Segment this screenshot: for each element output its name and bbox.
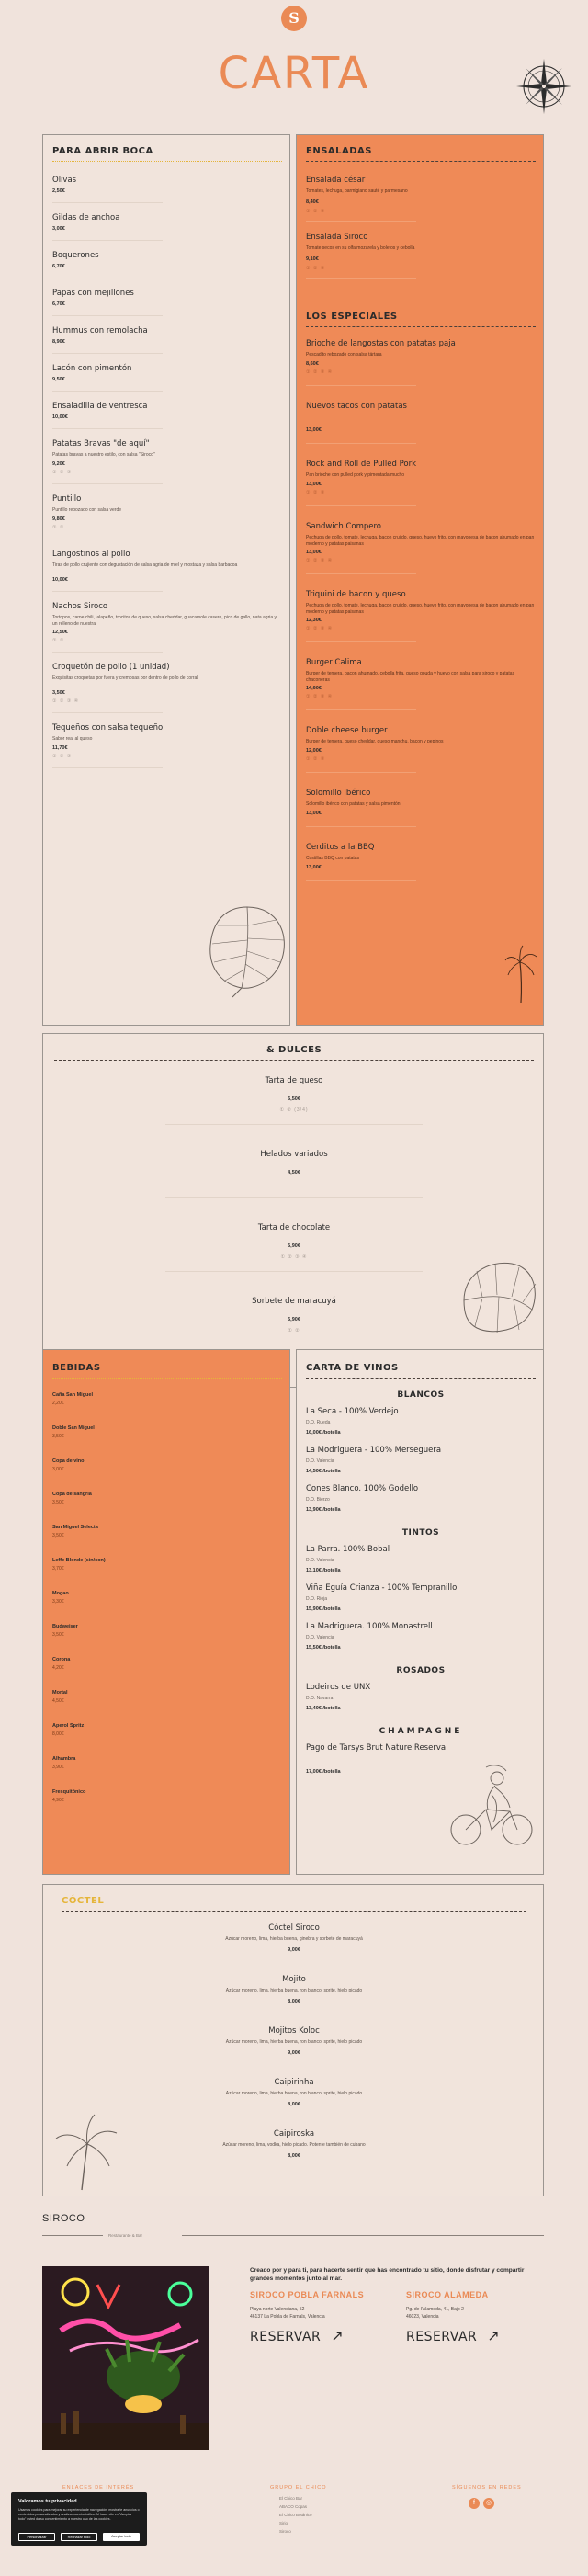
drink-name: Mogao xyxy=(52,1591,69,1596)
menu-item-price: 8,90€ xyxy=(52,339,65,345)
cookie-text: Usamos cookies para mejorar su experiencia de navegación, mostrarle anuncios o contenidos personalizados y analizar nuestro tráfico. Al hacer clic en "Aceptar todo" usted da su consentimiento a nuestro uso de las cookies. xyxy=(18,2508,140,2521)
dessert-name: Helados variados xyxy=(260,1150,328,1159)
page-header xyxy=(0,0,588,119)
menu-item-name: Olivas xyxy=(52,176,77,185)
instagram-icon[interactable]: ◎ xyxy=(483,2498,494,2509)
cocktail-price: 8,00€ xyxy=(288,1999,300,2004)
menu-item-price: 10,00€ xyxy=(52,577,68,583)
cookie-title: Valoramos tu privacidad xyxy=(18,2499,77,2504)
item-separator xyxy=(306,772,416,773)
item-separator xyxy=(306,221,416,222)
menu-item-description: Burger de ternera, bacon ahumado, cebolla frita, queso gouda y huevo con salsa para siroco y patatas chaconeras xyxy=(306,671,515,683)
wine-price: 14,50€ /botella xyxy=(306,1469,341,1474)
dessert-price: 6,50€ xyxy=(288,1096,300,1102)
menu-item-name: Lacón con pimentón xyxy=(52,364,132,373)
allergen-icons: ① ② xyxy=(288,1328,300,1333)
wine-name: La Parra. 100% Bobal xyxy=(306,1545,390,1554)
wine-origin: D.O. Navarra xyxy=(306,1696,334,1701)
item-separator xyxy=(306,826,416,827)
neon-interior-image xyxy=(42,2266,209,2450)
cocktail-description: Azúcar moreno, lima, vodka, hielo picado. Potente también de cubano xyxy=(222,2142,366,2148)
dessert-name: Tarta de chocolate xyxy=(257,1223,331,1232)
footer-link[interactable]: Sirio xyxy=(279,2521,288,2525)
section-title: CÓCTEL xyxy=(62,1896,105,1906)
menu-item-description: Pechuga de pollo, tomate, lechuga, bacon crujido, queso, huevo frito, con mayonesa de bacon ahumado en pan moderno y patatas paisanas xyxy=(306,535,535,547)
item-separator xyxy=(165,1197,423,1198)
menu-item-name: Gildas de anchoa xyxy=(52,213,120,222)
wine-name: Pago de Tarsys Brut Nature Reserva xyxy=(306,1743,447,1753)
section-title: PARA ABRIR BOCA xyxy=(52,146,153,156)
cookie-banner xyxy=(11,2492,147,2546)
drink-name: Caña San Miguel xyxy=(52,1392,94,1398)
item-separator xyxy=(306,278,416,279)
page-title: CARTA xyxy=(218,48,370,99)
menu-item-price: 13,00€ xyxy=(306,550,322,555)
item-separator xyxy=(52,428,163,429)
footer-link[interactable]: Siroco xyxy=(279,2529,291,2534)
allergen-icons: ① ② ③ ④ xyxy=(280,1254,308,1260)
allergen-icons: ① ② xyxy=(52,525,65,530)
drink-name: Budweiser xyxy=(52,1624,78,1629)
wine-name: La Modriguera - 100% Merseguera xyxy=(306,1446,442,1455)
drink-price: 2,20€ xyxy=(52,1401,64,1406)
menu-item-price: 10,00€ xyxy=(52,414,68,420)
cocktail-name: Cóctel Siroco xyxy=(268,1923,320,1933)
menu-item-name: Ensalada Siroco xyxy=(306,233,368,242)
siroco-logo[interactable]: S xyxy=(281,6,307,31)
cocktail-description: Azúcar moreno, lima, hierba buena, ron blanco, sprite, hielo picado xyxy=(225,2039,363,2045)
footer-link[interactable]: ABACO Copas xyxy=(279,2504,308,2509)
wine-price: 17,00€ /botella xyxy=(306,1769,341,1775)
ensaladas-especiales-card xyxy=(296,134,544,1026)
section-title: BEBIDAS xyxy=(52,1363,101,1373)
section-title: ENSALADAS xyxy=(306,146,372,156)
drink-price: 3,30€ xyxy=(52,1599,64,1605)
menu-item-price: 13,00€ xyxy=(306,865,322,870)
location-title-pobla: SIROCO POBLA FARNALS xyxy=(250,2290,365,2299)
location-title-alameda: SIROCO ALAMEDA xyxy=(406,2290,489,2299)
reserve-label: RESERVAR xyxy=(250,2330,322,2344)
menu-item-name: Patatas Bravas "de aquí" xyxy=(52,439,150,448)
menu-item-description: Pescadito rebozado con salsa tártara xyxy=(306,352,382,357)
menu-item-name: Langostinos al pollo xyxy=(52,550,130,559)
item-separator xyxy=(306,385,416,386)
item-separator xyxy=(306,880,416,881)
menu-item-name: Boquerones xyxy=(52,251,99,260)
item-separator xyxy=(52,591,163,592)
item-separator xyxy=(52,240,163,241)
divider xyxy=(306,326,536,327)
drink-price: 8,00€ xyxy=(52,1731,64,1737)
dessert-name: Sorbete de maracuyá xyxy=(252,1297,336,1306)
item-separator xyxy=(306,573,416,574)
menu-item-name: Burger Calima xyxy=(306,658,362,667)
menu-item-description: Pan brioche con pulled pork y pimentada mucho xyxy=(306,472,405,478)
customize-button[interactable]: Personalizar xyxy=(18,2533,55,2541)
wine-origin: D.O. Rueda xyxy=(306,1420,331,1425)
vinos-card xyxy=(296,1349,544,1875)
divider xyxy=(54,1060,534,1061)
wine-price: 13,10€ /botella xyxy=(306,1568,341,1573)
footer-col-title: GRUPO EL CHICO xyxy=(270,2485,327,2491)
cocktail-price: 9,00€ xyxy=(288,1947,300,1953)
divider xyxy=(52,161,282,162)
location-address-line: 46137 La Pobla de Farnals, Valencia xyxy=(250,2314,325,2320)
item-separator xyxy=(306,709,416,710)
allergen-icons: ① ② ③ ④ xyxy=(306,369,334,375)
allergen-icons: ① ② ③ ④ xyxy=(52,698,80,704)
wine-origin: D.O. Rioja xyxy=(306,1596,328,1602)
menu-item-price: 3,00€ xyxy=(52,226,65,232)
drink-price: 4,20€ xyxy=(52,1665,64,1671)
allergen-icons: ① ② ③ ④ xyxy=(306,626,334,631)
dessert-name: Tarta de queso xyxy=(265,1076,323,1085)
drink-name: Aperol Spritz xyxy=(52,1723,85,1729)
menu-item-description: Tomates, lechuga, parmigiano sauté y parmesano xyxy=(306,188,408,194)
wine-origin: D.O. Valencia xyxy=(306,1458,334,1464)
menu-item-name: Papas con mejillones xyxy=(52,289,134,298)
menu-item-name: Nachos Siroco xyxy=(52,602,108,611)
footer-link[interactable]: El Chico Botánico xyxy=(279,2513,312,2517)
palm-tree-illustration xyxy=(504,944,537,1004)
menu-item-price: 13,00€ xyxy=(306,427,322,433)
cocktail-name: Mojito xyxy=(282,1975,306,1984)
allergen-icons: ① ② ③ ④ xyxy=(306,694,334,699)
cocktail-description: Azúcar moreno, lima, hierba buena, ron blanco, sprite, hielo picado xyxy=(225,2091,363,2096)
item-separator xyxy=(52,202,163,203)
facebook-icon[interactable]: f xyxy=(469,2498,480,2509)
menu-item-description: Solomillo ibérico con patatas y salsa pimentón xyxy=(306,801,401,807)
dessert-price: 4,50€ xyxy=(288,1170,300,1175)
wine-category: TINTOS xyxy=(401,1528,440,1538)
drink-price: 3,90€ xyxy=(52,1765,64,1770)
menu-item-name: Sandwich Compero xyxy=(306,522,382,531)
allergen-icons: ① ② ③ xyxy=(306,266,326,271)
bebidas-card xyxy=(42,1349,290,1875)
drink-price: 3,00€ xyxy=(52,1467,64,1472)
menu-item-description: Exquisitas croquetas por fuera y cremosas por dentro de pollo de corral xyxy=(52,675,198,681)
bar-title: SIROCO xyxy=(42,2213,85,2224)
accept-all-button[interactable]: Aceptar todo xyxy=(103,2533,140,2541)
item-separator xyxy=(52,652,163,653)
item-separator xyxy=(52,767,163,768)
menu-item-name: Solomillo Ibérico xyxy=(306,789,371,798)
cocktail-description: Azúcar moreno, lima, hierba buena, ron blanco, sprite, hielo picado xyxy=(225,1988,363,1993)
wine-name: Lodeiros de UNX xyxy=(306,1683,371,1692)
reserve-button-alameda[interactable] xyxy=(406,2327,500,2344)
arrow-up-right-icon: ↗ xyxy=(331,2327,345,2344)
menu-item-description: Costillas BBQ con patatas xyxy=(306,856,360,861)
bar-subtitle: Restaurante & Bar xyxy=(108,2233,143,2238)
divider xyxy=(306,161,536,162)
menu-item-price: 9,10€ xyxy=(306,256,319,262)
item-separator xyxy=(165,1124,423,1125)
palm-tree-illustration xyxy=(54,2109,119,2192)
menu-item-price: 6,70€ xyxy=(52,301,65,307)
cocktail-name: Caipiroska xyxy=(273,2129,315,2139)
wine-price: 13,90€ /botella xyxy=(306,1507,341,1513)
allergen-icons: ① ② ③ xyxy=(306,490,326,495)
cocktail-price: 9,00€ xyxy=(288,2050,300,2056)
reserve-button-pobla[interactable] xyxy=(250,2327,344,2344)
menu-item-price: 13,00€ xyxy=(306,811,322,816)
menu-item-price: 3,50€ xyxy=(52,690,65,696)
dessert-price: 5,90€ xyxy=(288,1243,300,1249)
allergen-icons: ① ② xyxy=(52,638,65,643)
wine-category: BLANCOS xyxy=(397,1390,445,1400)
section-title: LOS ESPECIALES xyxy=(306,312,398,322)
wine-origin: D.O. Valencia xyxy=(306,1635,334,1640)
menu-item-description: Tomate secos en su olfa mozarela y boletos y cebolla xyxy=(306,245,415,251)
coctel-card xyxy=(42,1884,544,2196)
menu-item-price: 9,50€ xyxy=(52,377,65,382)
divider xyxy=(52,1378,282,1379)
menu-item-price: 9,20€ xyxy=(52,461,65,467)
allergen-icons: ① ② ③ ④ xyxy=(306,558,334,563)
wine-name: La Seca - 100% Verdejo xyxy=(306,1407,399,1416)
footer-col-title: ENLACES DE INTERÉS xyxy=(62,2485,135,2491)
item-separator xyxy=(52,315,163,316)
drink-name: San Miguel Selecta xyxy=(52,1525,98,1530)
allergen-icons: ① ② (3/4) xyxy=(279,1107,309,1113)
menu-item-price: 12,50€ xyxy=(52,630,68,635)
item-separator xyxy=(306,443,416,444)
section-title: & DULCES xyxy=(266,1045,322,1055)
drink-name: Leffe Blonde (sin/con) xyxy=(52,1558,106,1563)
wine-origin: D.O. Bierzo xyxy=(306,1497,330,1503)
cyclist-illustration xyxy=(446,1765,537,1848)
wine-category: CHAMPAGNE xyxy=(379,1727,463,1736)
menu-item-description: Tiras de pollo crujiente con degustación de salsa agria de miel y mostaza y salsa barbacoa xyxy=(52,562,238,568)
cocktail-name: Caipirinha xyxy=(274,2078,314,2087)
cocktail-name: Mojitos Koloc xyxy=(268,2026,320,2036)
wine-category: ROSADOS xyxy=(396,1666,446,1675)
menu-item-price: 9,80€ xyxy=(52,516,65,522)
menu-item-name: Ensalada césar xyxy=(306,176,366,185)
item-separator xyxy=(52,353,163,354)
wine-price: 15,50€ /botella xyxy=(306,1645,341,1651)
footer-link[interactable]: El Chico Bar xyxy=(279,2496,303,2501)
cocktail-price: 8,00€ xyxy=(288,2102,300,2107)
wine-origin: D.O. Valencia xyxy=(306,1558,334,1563)
menu-item-price: 8,60€ xyxy=(306,361,319,367)
menu-item-name: Hummus con remolacha xyxy=(52,326,148,335)
menu-item-name: Brioche de langostas con patatas paja xyxy=(306,339,456,348)
drink-price: 3,50€ xyxy=(52,1434,64,1439)
divider xyxy=(306,1378,536,1379)
divider xyxy=(62,1911,526,1912)
drink-price: 3,50€ xyxy=(52,1632,64,1638)
allergen-icons: ① ② ③ xyxy=(306,756,326,762)
wine-price: 16,00€ /botella xyxy=(306,1430,341,1436)
footer-col-title: SÍGUENOS EN REDES xyxy=(452,2485,522,2491)
allergen-icons: ① ② ③ xyxy=(306,209,326,214)
drink-price: 3,70€ xyxy=(52,1566,64,1572)
menu-item-description: Tortopos, carne chili, jalapeño, trocitos de queso, salsa cheddar, guacamole casero, pico de gallo, nata agria y un relleno de nuestra xyxy=(52,615,277,627)
cocktail-description: Azúcar moreno, lima, hierba buena, ginebra y sorbete de maracuyá xyxy=(225,1936,363,1942)
menu-item-description: Puntillo rebozado con salsa verde xyxy=(52,507,122,513)
monstera-leaf-illustration xyxy=(205,898,289,999)
divider xyxy=(42,2235,103,2236)
reserve-label: RESERVAR xyxy=(406,2330,478,2344)
menu-item-price: 12,30€ xyxy=(306,618,322,623)
drink-name: Doble San Miguel xyxy=(52,1425,95,1431)
wine-price: 13,40€ /botella xyxy=(306,1706,341,1711)
abrir-boca-card xyxy=(42,134,290,1026)
location-address-line: Pg. de l'Alameda, 41, Bajo 2 xyxy=(406,2307,464,2312)
menu-item-description: Pechuga de pollo, tomate, lechuga, bacon crujido, queso, huevo frito, con mayonesa de bacon ahumado en pan moderno y patatas paisanas xyxy=(306,603,535,615)
wine-name: Cones Blanco. 100% Godello xyxy=(306,1484,419,1493)
menu-item-price: 13,00€ xyxy=(306,482,322,487)
menu-item-price: 12,00€ xyxy=(306,748,322,754)
drink-price: 3,50€ xyxy=(52,1500,64,1505)
menu-item-name: Doble cheese burger xyxy=(306,726,388,735)
menu-item-name: Ensaladilla de ventresca xyxy=(52,402,148,411)
drink-price: 4,90€ xyxy=(52,1798,64,1803)
drink-name: Fresquitónico xyxy=(52,1789,86,1795)
wine-price: 15,90€ /botella xyxy=(306,1606,341,1612)
arrow-up-right-icon: ↗ xyxy=(487,2327,501,2344)
item-separator xyxy=(306,505,416,506)
allergen-icons: ① ② ③ xyxy=(52,754,73,759)
wine-name: Viña Eguía Crianza - 100% Tempranillo xyxy=(306,1583,458,1593)
dulces-card xyxy=(42,1033,544,1388)
location-address-line: 46023, Valencia xyxy=(406,2314,439,2320)
menu-item-name: Puntillo xyxy=(52,494,82,504)
reject-all-button[interactable]: Rechazar todo xyxy=(61,2533,97,2541)
menu-item-price: 11,70€ xyxy=(52,745,68,751)
bar-photo xyxy=(42,2266,209,2450)
menu-item-description: Burger de ternera, queso cheddar, queso manchu, bacon y pepinos xyxy=(306,739,444,744)
item-separator xyxy=(52,712,163,713)
menu-item-price: 6,70€ xyxy=(52,264,65,269)
drink-name: Copa de sangría xyxy=(52,1492,92,1497)
drink-name: Corona xyxy=(52,1657,71,1662)
menu-item-description: Sabor real al queso xyxy=(52,736,93,742)
menu-item-name: Nuevos tacos con patatas xyxy=(306,402,407,411)
menu-item-name: Cerditos a la BBQ xyxy=(306,843,375,852)
cocktail-price: 8,00€ xyxy=(288,2153,300,2159)
divider xyxy=(182,2235,544,2236)
menu-item-price: 8,40€ xyxy=(306,199,319,205)
compass-rose-icon xyxy=(514,57,573,116)
drink-price: 3,50€ xyxy=(52,1533,64,1538)
drink-name: Alhambra xyxy=(52,1756,76,1762)
menu-item-name: Triquini de bacon y queso xyxy=(306,590,406,599)
menu-item-name: Croquetón de pollo (1 unidad) xyxy=(52,663,170,672)
section-title: CARTA DE VINOS xyxy=(306,1363,399,1373)
menu-item-name: Rock and Roll de Pulled Pork xyxy=(306,460,417,469)
drink-price: 4,50€ xyxy=(52,1698,64,1704)
item-separator xyxy=(306,641,416,642)
item-separator xyxy=(165,1271,423,1272)
bar-tagline: Creado por y para ti, para hacerte sentir que has encontrado tu sitio, donde disfrutar y compartir grandes momentos junto al mar. xyxy=(250,2267,525,2282)
menu-item-price: 14,60€ xyxy=(306,686,322,691)
menu-item-name: Tequeños con salsa tequeño xyxy=(52,723,164,732)
menu-item-price: 2,50€ xyxy=(52,188,65,194)
item-separator xyxy=(52,391,163,392)
dessert-price: 5,90€ xyxy=(288,1317,300,1322)
drink-name: Copa de vino xyxy=(52,1458,85,1464)
location-address-line: Playa norte Valenciana, 52 xyxy=(250,2307,305,2312)
allergen-icons: ① ② ③ xyxy=(52,470,73,475)
wine-name: La Madriguera. 100% Monastrell xyxy=(306,1622,433,1631)
drink-name: Mortal xyxy=(52,1690,68,1696)
item-separator xyxy=(52,483,163,484)
menu-item-description: Patatas bravas a nuestro estilo, con salsa "Siroco" xyxy=(52,452,155,458)
